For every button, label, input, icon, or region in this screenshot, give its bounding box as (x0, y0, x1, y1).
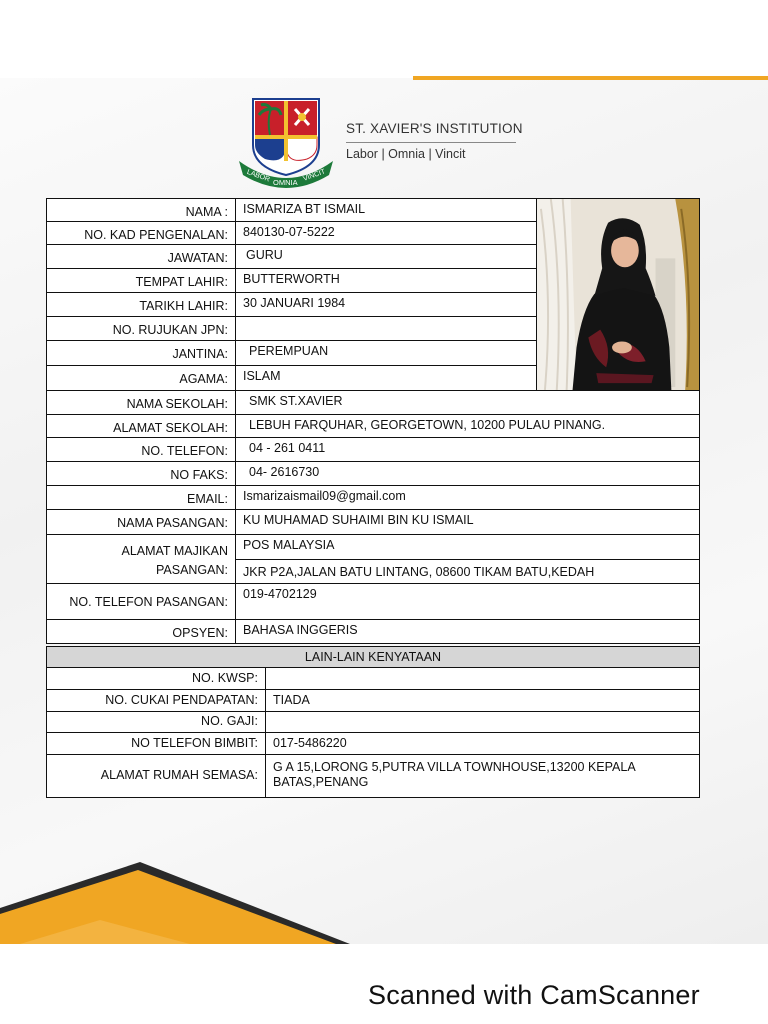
kwsp-label: NO. KWSP: (46, 667, 266, 690)
jawatan-label: JAWATAN: (46, 244, 236, 269)
pasangan-label: NAMA PASANGAN: (46, 509, 236, 535)
tarikh-lahir-value: 30 JANUARI 1984 (235, 292, 537, 317)
email-label: EMAIL: (46, 485, 236, 510)
crest-motto-2: OMNIA (273, 178, 298, 187)
crest-motto-3: VINCIT (302, 168, 327, 183)
rumah-value: G A 15,LORONG 5,PUTRA VILLA TOWNHOUSE,13200 KEPALA BATAS,PENANG (265, 754, 700, 798)
bimbit-value: 017-5486220 (265, 732, 700, 755)
gaji-value (265, 711, 700, 733)
majikan-value-1: POS MALAYSIA (235, 534, 700, 560)
profile-photo (536, 198, 700, 391)
camscanner-watermark: Scanned with CamScanner (368, 980, 700, 1010)
majikan-label-line-2: PASANGAN: (155, 563, 228, 577)
institution-motto: Labor | Omnia | Vincit (346, 147, 466, 161)
tel-pasangan-value: 019-4702129 (235, 583, 700, 620)
pasangan-value: KU MUHAMAD SUHAIMI BIN KU ISMAIL (235, 509, 700, 535)
nama-sekolah-label: NAMA SEKOLAH: (46, 390, 236, 415)
bimbit-label: NO TELEFON BIMBIT: (46, 732, 266, 755)
majikan-label-line-1: ALAMAT MAJIKAN (121, 544, 228, 558)
gaji-label: NO. GAJI: (46, 711, 266, 733)
majikan-value-2: JKR P2A,JALAN BATU LINTANG, 08600 TIKAM BATU,KEDAH (235, 559, 700, 584)
agama-value: ISLAM (235, 365, 537, 391)
nama-label: NAMA : (46, 198, 236, 222)
tel-pasangan-label: NO. TELEFON PASANGAN: (46, 583, 236, 620)
rumah-label: ALAMAT RUMAH SEMASA: (46, 754, 266, 798)
kwsp-value (265, 667, 700, 690)
top-accent-line (413, 76, 768, 80)
rujukan-jpn-label: NO. RUJUKAN JPN: (46, 316, 236, 341)
tarikh-lahir-label: TARIKH LAHIR: (46, 292, 236, 317)
alamat-sekolah-label: ALAMAT SEKOLAH: (46, 414, 236, 438)
cukai-label: NO. CUKAI PENDAPATAN: (46, 689, 266, 712)
telefon-value: 04 - 261 0411 (235, 437, 700, 462)
ic-value: 840130-07-5222 (235, 221, 537, 245)
tempat-lahir-value: BUTTERWORTH (235, 268, 537, 293)
header-divider (346, 142, 516, 143)
lain-lain-header: LAIN-LAIN KENYATAAN (46, 646, 700, 668)
opsyen-value: BAHASA INGGERIS (235, 619, 700, 644)
cukai-value: TIADA (265, 689, 700, 712)
school-crest-logo (237, 95, 335, 191)
nama-value: ISMARIZA BT ISMAIL (235, 198, 537, 222)
nama-sekolah-value: SMK ST.XAVIER (235, 390, 700, 415)
agama-label: AGAMA: (46, 365, 236, 391)
majikan-label (46, 534, 236, 584)
jawatan-value: GURU (235, 244, 537, 269)
bottom-decoration (0, 862, 350, 944)
crest-motto-1: LABOR (245, 168, 271, 184)
alamat-sekolah-value: LEBUH FARQUHAR, GEORGETOWN, 10200 PULAU PINANG. (235, 414, 700, 438)
faks-label: NO FAKS: (46, 461, 236, 486)
email-value: Ismarizaismail09@gmail.com (235, 485, 700, 510)
ic-label: NO. KAD PENGENALAN: (46, 221, 236, 245)
rujukan-jpn-value (235, 316, 537, 341)
institution-name: ST. XAVIER'S INSTITUTION (346, 121, 523, 136)
jantina-value: PEREMPUAN (235, 340, 537, 366)
opsyen-label: OPSYEN: (46, 619, 236, 644)
tempat-lahir-label: TEMPAT LAHIR: (46, 268, 236, 293)
telefon-label: NO. TELEFON: (46, 437, 236, 462)
jantina-label: JANTINA: (46, 340, 236, 366)
faks-value: 04- 2616730 (235, 461, 700, 486)
